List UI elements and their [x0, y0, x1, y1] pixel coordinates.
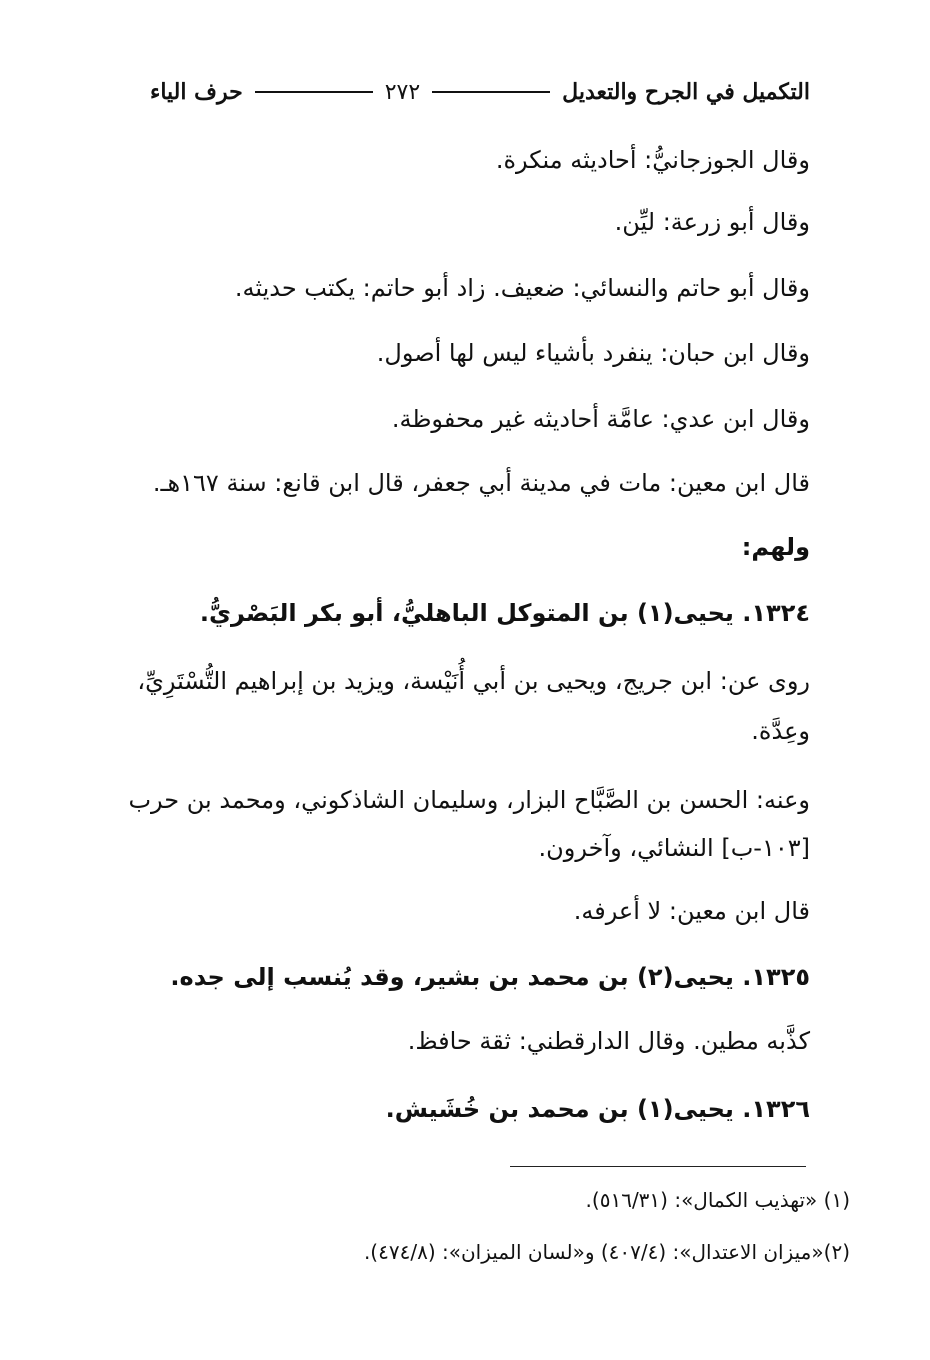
- text-line: روى عن: ابن جريج، ويحيى بن أبي أُنَيْسة، ويزيد بن إبراهيم التُّسْتَرِيِّ،: [137, 667, 810, 695]
- section-title: حرف الياء: [149, 79, 243, 105]
- section-heading: ولهم:: [741, 533, 810, 561]
- text-line: كذَّبه مطين. وقال الدارقطني: ثقة حافظ.: [407, 1027, 810, 1055]
- text-line: قال ابن معين: لا أعرفه.: [573, 897, 810, 925]
- text-line: وقال أبو حاتم والنسائي: ضعيف. زاد أبو حاتم: يكتب حديثه.: [234, 274, 810, 302]
- text-line: وقال ابن عدي: عامَّة أحاديثه غير محفوظة.: [391, 405, 810, 433]
- footnote: (١) «تهذيب الكمال»: (٥١٦/٣١).: [585, 1188, 850, 1212]
- header-divider: [432, 91, 550, 93]
- entry-heading-1326: ١٣٢٦. يحيى(١) بن محمد بن خُشَيش.: [385, 1095, 810, 1123]
- text-line: وعنه: الحسن بن الصَّبَّاح البزار، وسليمان الشاذكوني، ومحمد بن حرب: [128, 786, 810, 814]
- header-divider: [255, 91, 373, 93]
- page-number: ٢٧٢: [384, 79, 421, 105]
- footnote: (٢)«ميزان الاعتدال»: (٤٠٧/٤) و«لسان الميزان»: (٤٧٤/٨).: [363, 1240, 850, 1264]
- text-line: وقال ابن حبان: ينفرد بأشياء ليس لها أصول.: [376, 339, 810, 367]
- text-line: وعِدَّة.: [751, 717, 810, 745]
- text-line: وقال أبو زرعة: ليِّن.: [614, 208, 810, 236]
- text-line: [١٠٣-ب] النشائي، وآخرون.: [538, 834, 810, 862]
- text-line: قال ابن معين: مات في مدينة أبي جعفر، قال ابن قانع: سنة ١٦٧هـ.: [152, 469, 810, 497]
- footnote-separator: [510, 1166, 806, 1167]
- running-header: [150, 74, 810, 110]
- text-line: وقال الجوزجانيُّ: أحاديثه منكرة.: [495, 146, 810, 174]
- entry-heading-1324: ١٣٢٤. يحيى(١) بن المتوكل الباهليُّ، أبو بكر البَصْريُّ.: [199, 599, 810, 627]
- entry-heading-1325: ١٣٢٥. يحيى(٢) بن محمد بن بشير، وقد يُنسب إلى جده.: [170, 963, 810, 991]
- book-title: التكميل في الجرح والتعديل: [562, 79, 810, 105]
